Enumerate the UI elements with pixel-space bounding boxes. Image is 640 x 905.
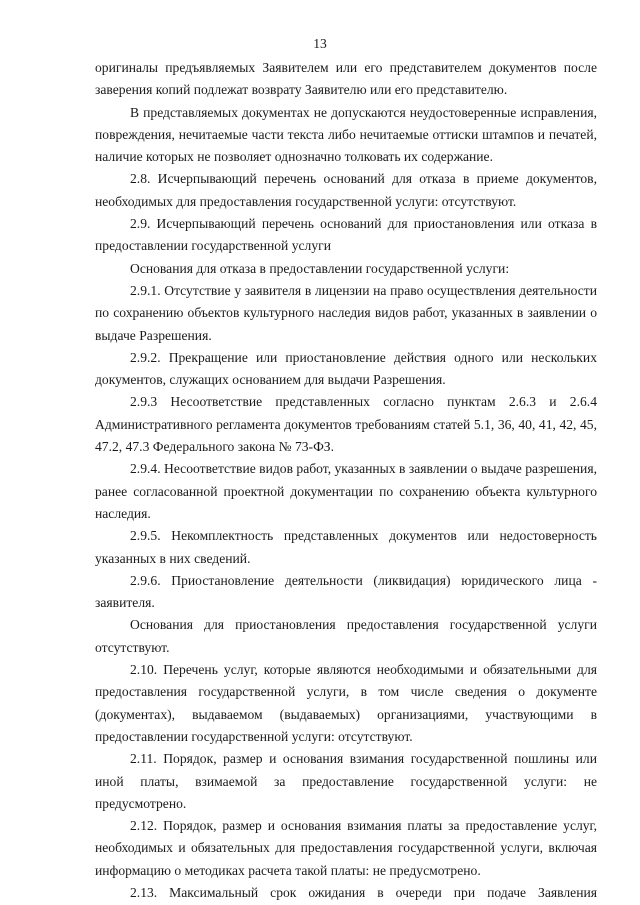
paragraph-2-12: 2.12. Порядок, размер и основания взимания платы за предоставление услуг, необходимых и обязательных для предоставления государственной услуги, включая информацию о методиках расчета такой платы: не предусмотрено. (95, 818, 597, 878)
paragraph-2-8: 2.8. Исчерпывающий перечень оснований для отказа в приеме документов, необходимых для предоставления государственной услуги: отсутствуют. (95, 171, 597, 209)
paragraph-2-9-1: 2.9.1. Отсутствие у заявителя в лицензии на право осуществления деятельности по сохранению объектов культурного наследия видов работ, указанных в заявлении о выдаче Разрешения. (95, 282, 597, 343)
document-body (95, 57, 597, 904)
paragraph-no-corrections: В представляемых документах не допускаются неудостоверенные исправления, повреждения, нечитаемые части текста либо нечитаемые оттиски штампов и печатей, наличие которых не позволяет однозначно толковать их содержание. (95, 104, 597, 165)
paragraph-2-9-4: 2.9.4. Несоответствие видов работ, указанных в заявлении о выдаче разрешения, ранее согласованной проектной документации по сохранению объекта культурного наследия. (95, 461, 597, 521)
paragraph-2-9: 2.9. Исчерпывающий перечень оснований для приостановления или отказа в предоставлении государственной услуги (95, 216, 597, 254)
paragraph-2-11: 2.11. Порядок, размер и основания взимания государственной пошлины или иной платы, взимаемой за предоставление государственной услуги: не предусмотрено. (95, 751, 597, 811)
paragraph-2-9-6: 2.9.6. Приостановление деятельности (ликвидация) юридического лица - заявителя. (95, 572, 597, 611)
paragraph-2-13: 2.13. Максимальный срок ожидания в очереди при подаче Заявления (130, 884, 597, 900)
page-number: 13 (313, 36, 327, 51)
paragraph-suspension-grounds: Основания для приостановления предоставления государственной услуги отсутствуют. (95, 617, 597, 655)
paragraph-2-10: 2.10. Перечень услуг, которые являются необходимыми и обязательными для предоставления государственной услуги, в том числе сведения о документе (документах), выдаваемом (выдаваемых) организациями, участвующими в предоставлении государственной услуги: отсутствуют. (95, 662, 597, 744)
paragraph-refusal-grounds: Основания для отказа в предоставлении государственной услуги: (130, 260, 510, 276)
paragraph-originals-return: оригиналы предъявляемых Заявителем или его представителем документов после заверения копий подлежат возврату Заявителю или его представителю. (95, 60, 597, 98)
paragraph-2-9-2: 2.9.2. Прекращение или приостановление действия одного или нескольких документов, служащих основанием для выдачи Разрешения. (95, 349, 597, 388)
paragraph-2-9-5: 2.9.5. Некомплектность представленных документов или недостоверность указанных в них сведений. (95, 528, 597, 566)
paragraph-2-9-3: 2.9.3 Несоответствие представленных согласно пунктам 2.6.3 и 2.6.4 Административного регламента документов требованиям статей 5.1, 36, 40, 41, 42, 45, 47.2, 47.3 Федерального закона № 73-ФЗ. (95, 394, 597, 455)
